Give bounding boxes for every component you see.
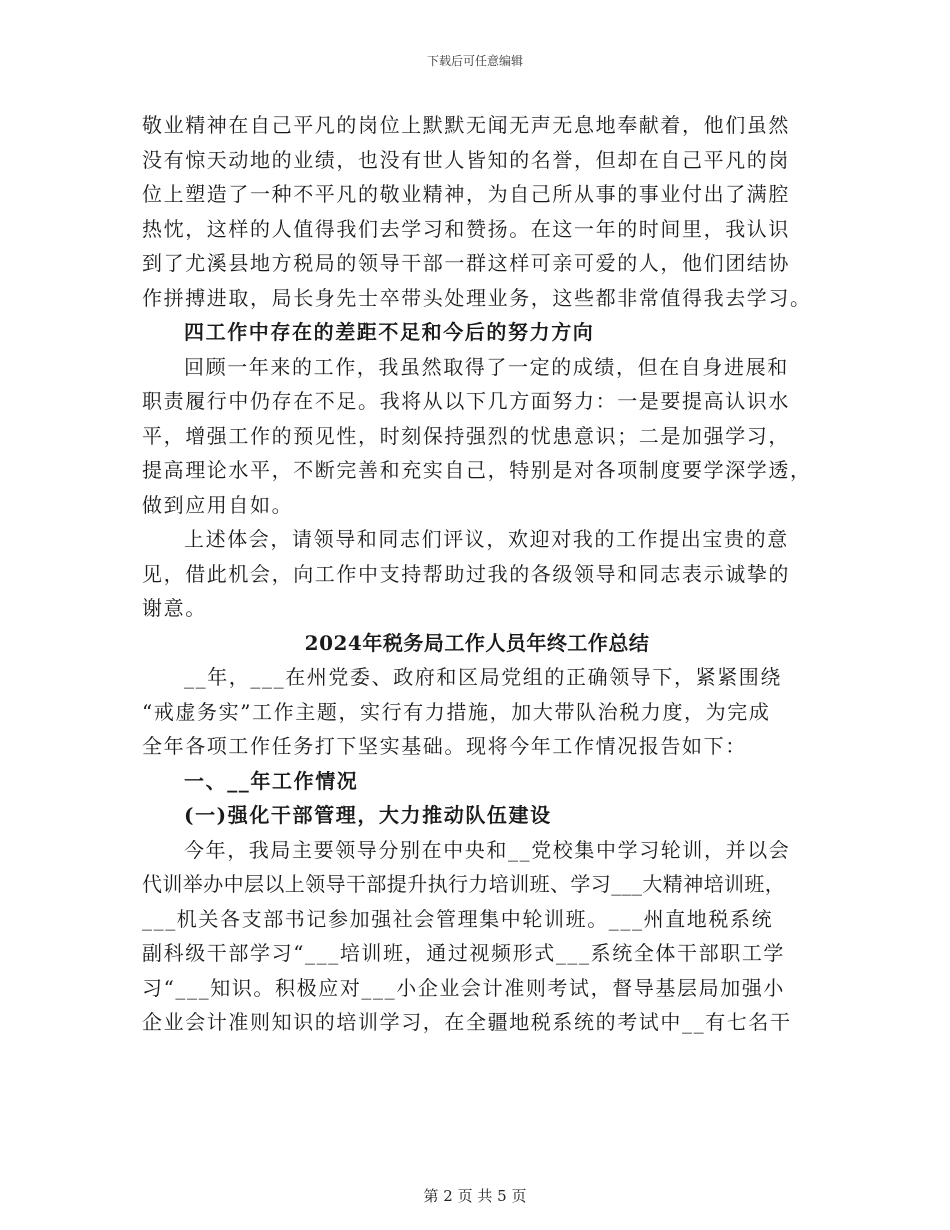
- body-line: 谢意。: [142, 596, 207, 620]
- body-line: 副科级干部学习“___培训班，通过视频形式___系统全体干部职工学: [142, 941, 786, 965]
- body-line: 企业会计准则知识的培训学习，在全疆地税系统的考试中__有七名干: [142, 1010, 792, 1034]
- body-line: 见，借此机会，向工作中支持帮助过我的各级领导和同志表示诚挚的: [142, 561, 790, 586]
- body-line: 平，增强工作的预见性，时刻保持强烈的忧患意识；二是加强学习，: [142, 423, 790, 448]
- body-line: 到了尤溪县地方税局的领导干部一群这样可亲可爱的人，他们团结协: [142, 251, 790, 275]
- body-line: 回顾一年来的工作，我虽然取得了一定的成绩，但在自身进展和: [184, 354, 789, 379]
- body-line: 位上塑造了一种不平凡的敬业精神，为自己所从事的事业付出了满腔: [142, 182, 790, 206]
- body-line: 提高理论水平，不断完善和充实自己，特别是对各项制度要学深学透，: [142, 458, 812, 482]
- body-line: “戒虚务实”工作主题，实行有力措施，加大带队治税力度，为完成: [142, 699, 771, 724]
- body-line: 代训举办中层以上领导干部提升执行力培训班、学习___大精神培训班，: [142, 872, 786, 896]
- body-line: 做到应用自如。: [142, 492, 294, 517]
- body-line: 上述体会，请领导和同志们评议，欢迎对我的工作提出宝贵的意: [184, 527, 789, 551]
- document-title: 2024年税务局工作人员年终工作总结: [304, 630, 650, 655]
- body-line: 全年各项工作任务打下坚实基础。现将今年工作情况报告如下：: [142, 734, 747, 758]
- body-line: 习“___知识。积极应对___小企业会计准则考试，督导基层局加强小: [142, 975, 786, 1000]
- page-number: 第 2 页 共 5 页: [423, 1187, 527, 1205]
- section-heading: 四工作中存在的差距不足和今后的努力方向: [184, 320, 595, 344]
- document-body: [142, 108, 812, 1040]
- body-line: 热忱，这样的人值得我们去学习和赞扬。在这一年的时间里，我认识: [142, 216, 790, 241]
- section-heading: 一、__年工作情况: [184, 768, 359, 793]
- body-line: __年，___在州党委、政府和区局党组的正确领导下，紧紧围绕: [184, 665, 782, 689]
- page-header-note: 下载后可任意编辑: [426, 54, 523, 68]
- body-line: 作拼搏进取，局长身先士卒带头处理业务，这些都非常值得我去学习。: [142, 285, 812, 310]
- body-line: ___机关各支部书记参加强社会管理集中轮训班。___州直地税系统: [142, 906, 774, 931]
- subsection-heading: (一)强化干部管理，大力推动队伍建设: [184, 803, 552, 827]
- body-line: 敬业精神在自己平凡的岗位上默默无闻无声无息地奉献着，他们虽然: [142, 113, 790, 137]
- body-line: 职责履行中仍存在不足。我将从以下几方面努力：一是要提高认识水: [142, 389, 790, 413]
- body-line: 没有惊天动地的业绩，也没有世人皆知的名誉，但却在自己平凡的岗: [142, 147, 790, 172]
- body-line: 今年，我局主要领导分别在中央和__党校集中学习轮训，并以会: [184, 837, 791, 862]
